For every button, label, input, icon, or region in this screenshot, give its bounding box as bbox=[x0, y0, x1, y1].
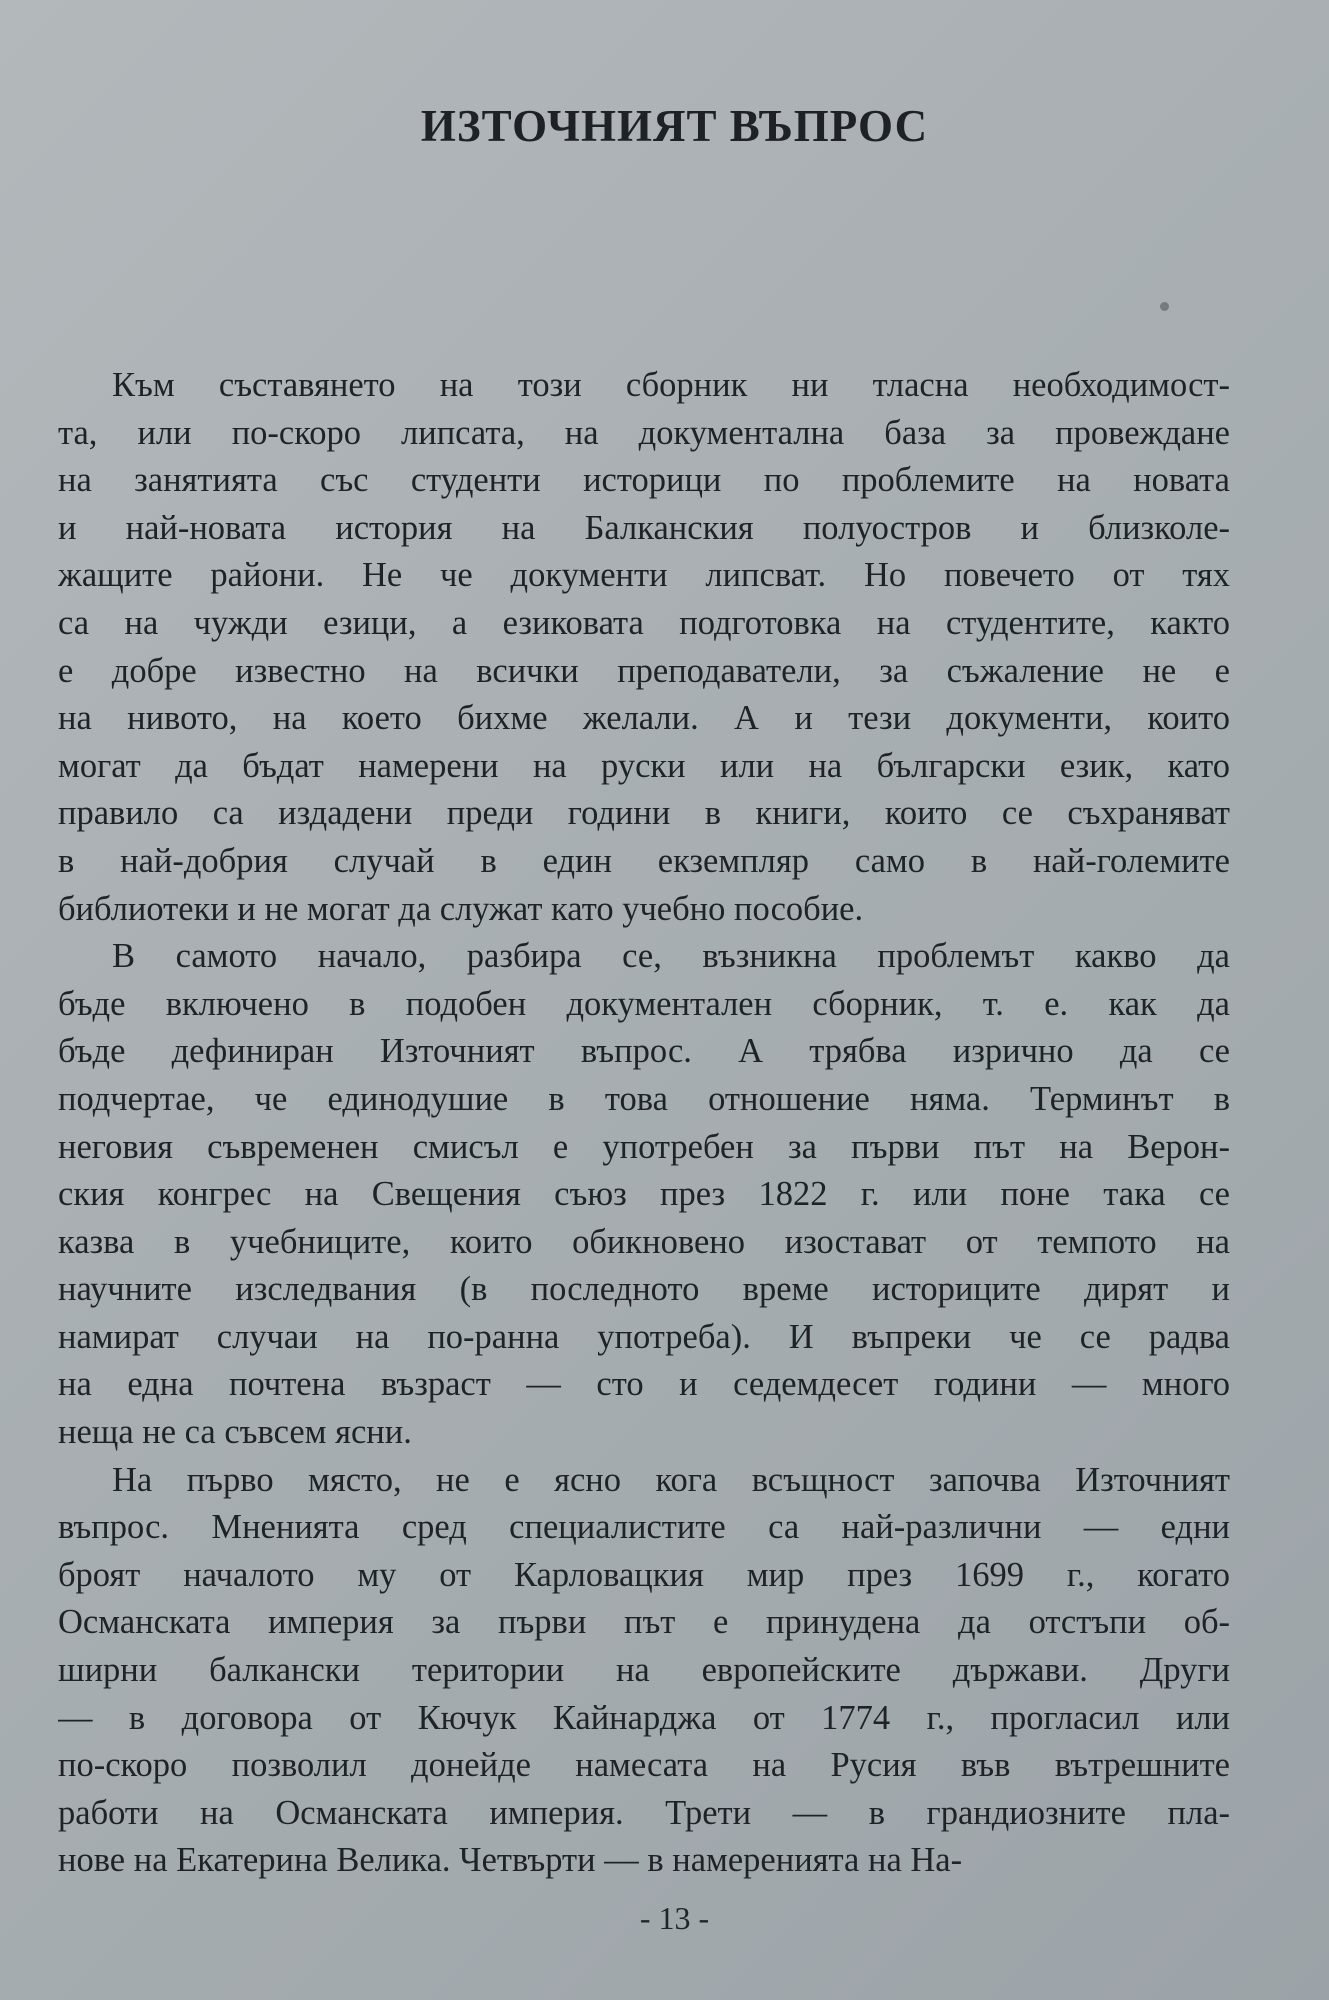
text-line: въпрос. Мненията сред специалистите са най-различни — едни bbox=[58, 1508, 1230, 1547]
text-line: на една почтена възраст — сто и седемдесет години — много bbox=[58, 1365, 1230, 1404]
text-line: — в договора от Кючук Кайнарджа от 1774 г., прогласил или bbox=[58, 1698, 1230, 1737]
text-line: броят началото му от Карловацкия мир през 1699 г., когато bbox=[58, 1555, 1230, 1594]
text-line: Към съставянето на този сборник ни тласна необходимост- bbox=[112, 366, 1230, 404]
text-line: на занятията със студенти историци по проблемите на новата bbox=[58, 461, 1230, 500]
text-line: бъде включено в подобен документален сборник, т. е. как да bbox=[58, 984, 1230, 1023]
text-line: могат да бъдат намерени на руски или на български език, като bbox=[58, 746, 1230, 785]
text-line: са на чужди езици, а езиковата подготовка на студентите, както bbox=[58, 603, 1230, 642]
text-line: подчертае, че единодушие в това отношение няма. Терминът в bbox=[58, 1079, 1230, 1118]
text-line: В самото начало, разбира се, възникна проблемът какво да bbox=[112, 937, 1230, 976]
page-number: - 13 - bbox=[639, 1900, 710, 1936]
text-line: и най-новата история на Балканския полуостров и близколе- bbox=[58, 508, 1230, 547]
text-line: казва в учебниците, които обикновено изостават от темпото на bbox=[58, 1222, 1230, 1261]
text-line: Османската империя за първи път е принудена да отстъпи об- bbox=[58, 1603, 1230, 1642]
paper-speck bbox=[1160, 302, 1169, 311]
text-line: правило са издадени преди години в книги, които се съхраняват bbox=[58, 794, 1230, 833]
chapter-title: ИЗТОЧНИЯТ ВЪПРОС bbox=[420, 101, 929, 151]
text-line: работи на Османската империя. Трети — в грандиозните пла- bbox=[58, 1793, 1230, 1832]
paragraph bbox=[58, 362, 1230, 933]
text-line: ския конгрес на Свещения съюз през 1822 г. или поне така се bbox=[58, 1175, 1230, 1214]
paragraph bbox=[58, 933, 1230, 1457]
text-line: библиотеки и не могат да служат като учебно пособие. bbox=[58, 889, 864, 928]
text-line: нове на Екатерина Велика. Четвърти — в намеренията на На- bbox=[58, 1841, 963, 1880]
paragraph bbox=[58, 1457, 1230, 1885]
text-line: на нивото, на което бихме желали. А и тези документи, които bbox=[58, 699, 1230, 738]
text-line: намират случаи на по-ранна употреба). И въпреки че се радва bbox=[58, 1317, 1230, 1356]
text-line: по-скоро позволил донейде намесата на Русия във вътрешните bbox=[58, 1746, 1230, 1785]
text-line: жащите райони. Не че документи липсват. Но повечето от тях bbox=[58, 556, 1230, 595]
body-text bbox=[58, 362, 1230, 1885]
text-line: бъде дефиниран Източният въпрос. А трябва изрично да се bbox=[58, 1032, 1230, 1071]
text-line: научните изследвания (в последното време историците дирят и bbox=[58, 1270, 1230, 1309]
text-line: та, или по-скоро липсата, на документална база за провеждане bbox=[58, 413, 1230, 452]
text-line: в най-добрия случай в един екземпляр само в най-големите bbox=[58, 841, 1230, 880]
text-line: ширни балкански територии на европейските държави. Други bbox=[58, 1651, 1230, 1690]
text-line: е добре известно на всички преподаватели, за съжаление не е bbox=[58, 651, 1230, 690]
text-line: На първо място, не е ясно кога всъщност започва Източният bbox=[112, 1460, 1230, 1499]
text-line: неща не са съвсем ясни. bbox=[58, 1413, 412, 1452]
text-line: неговия съвременен смисъл е употребен за първи път на Верон- bbox=[58, 1127, 1230, 1166]
